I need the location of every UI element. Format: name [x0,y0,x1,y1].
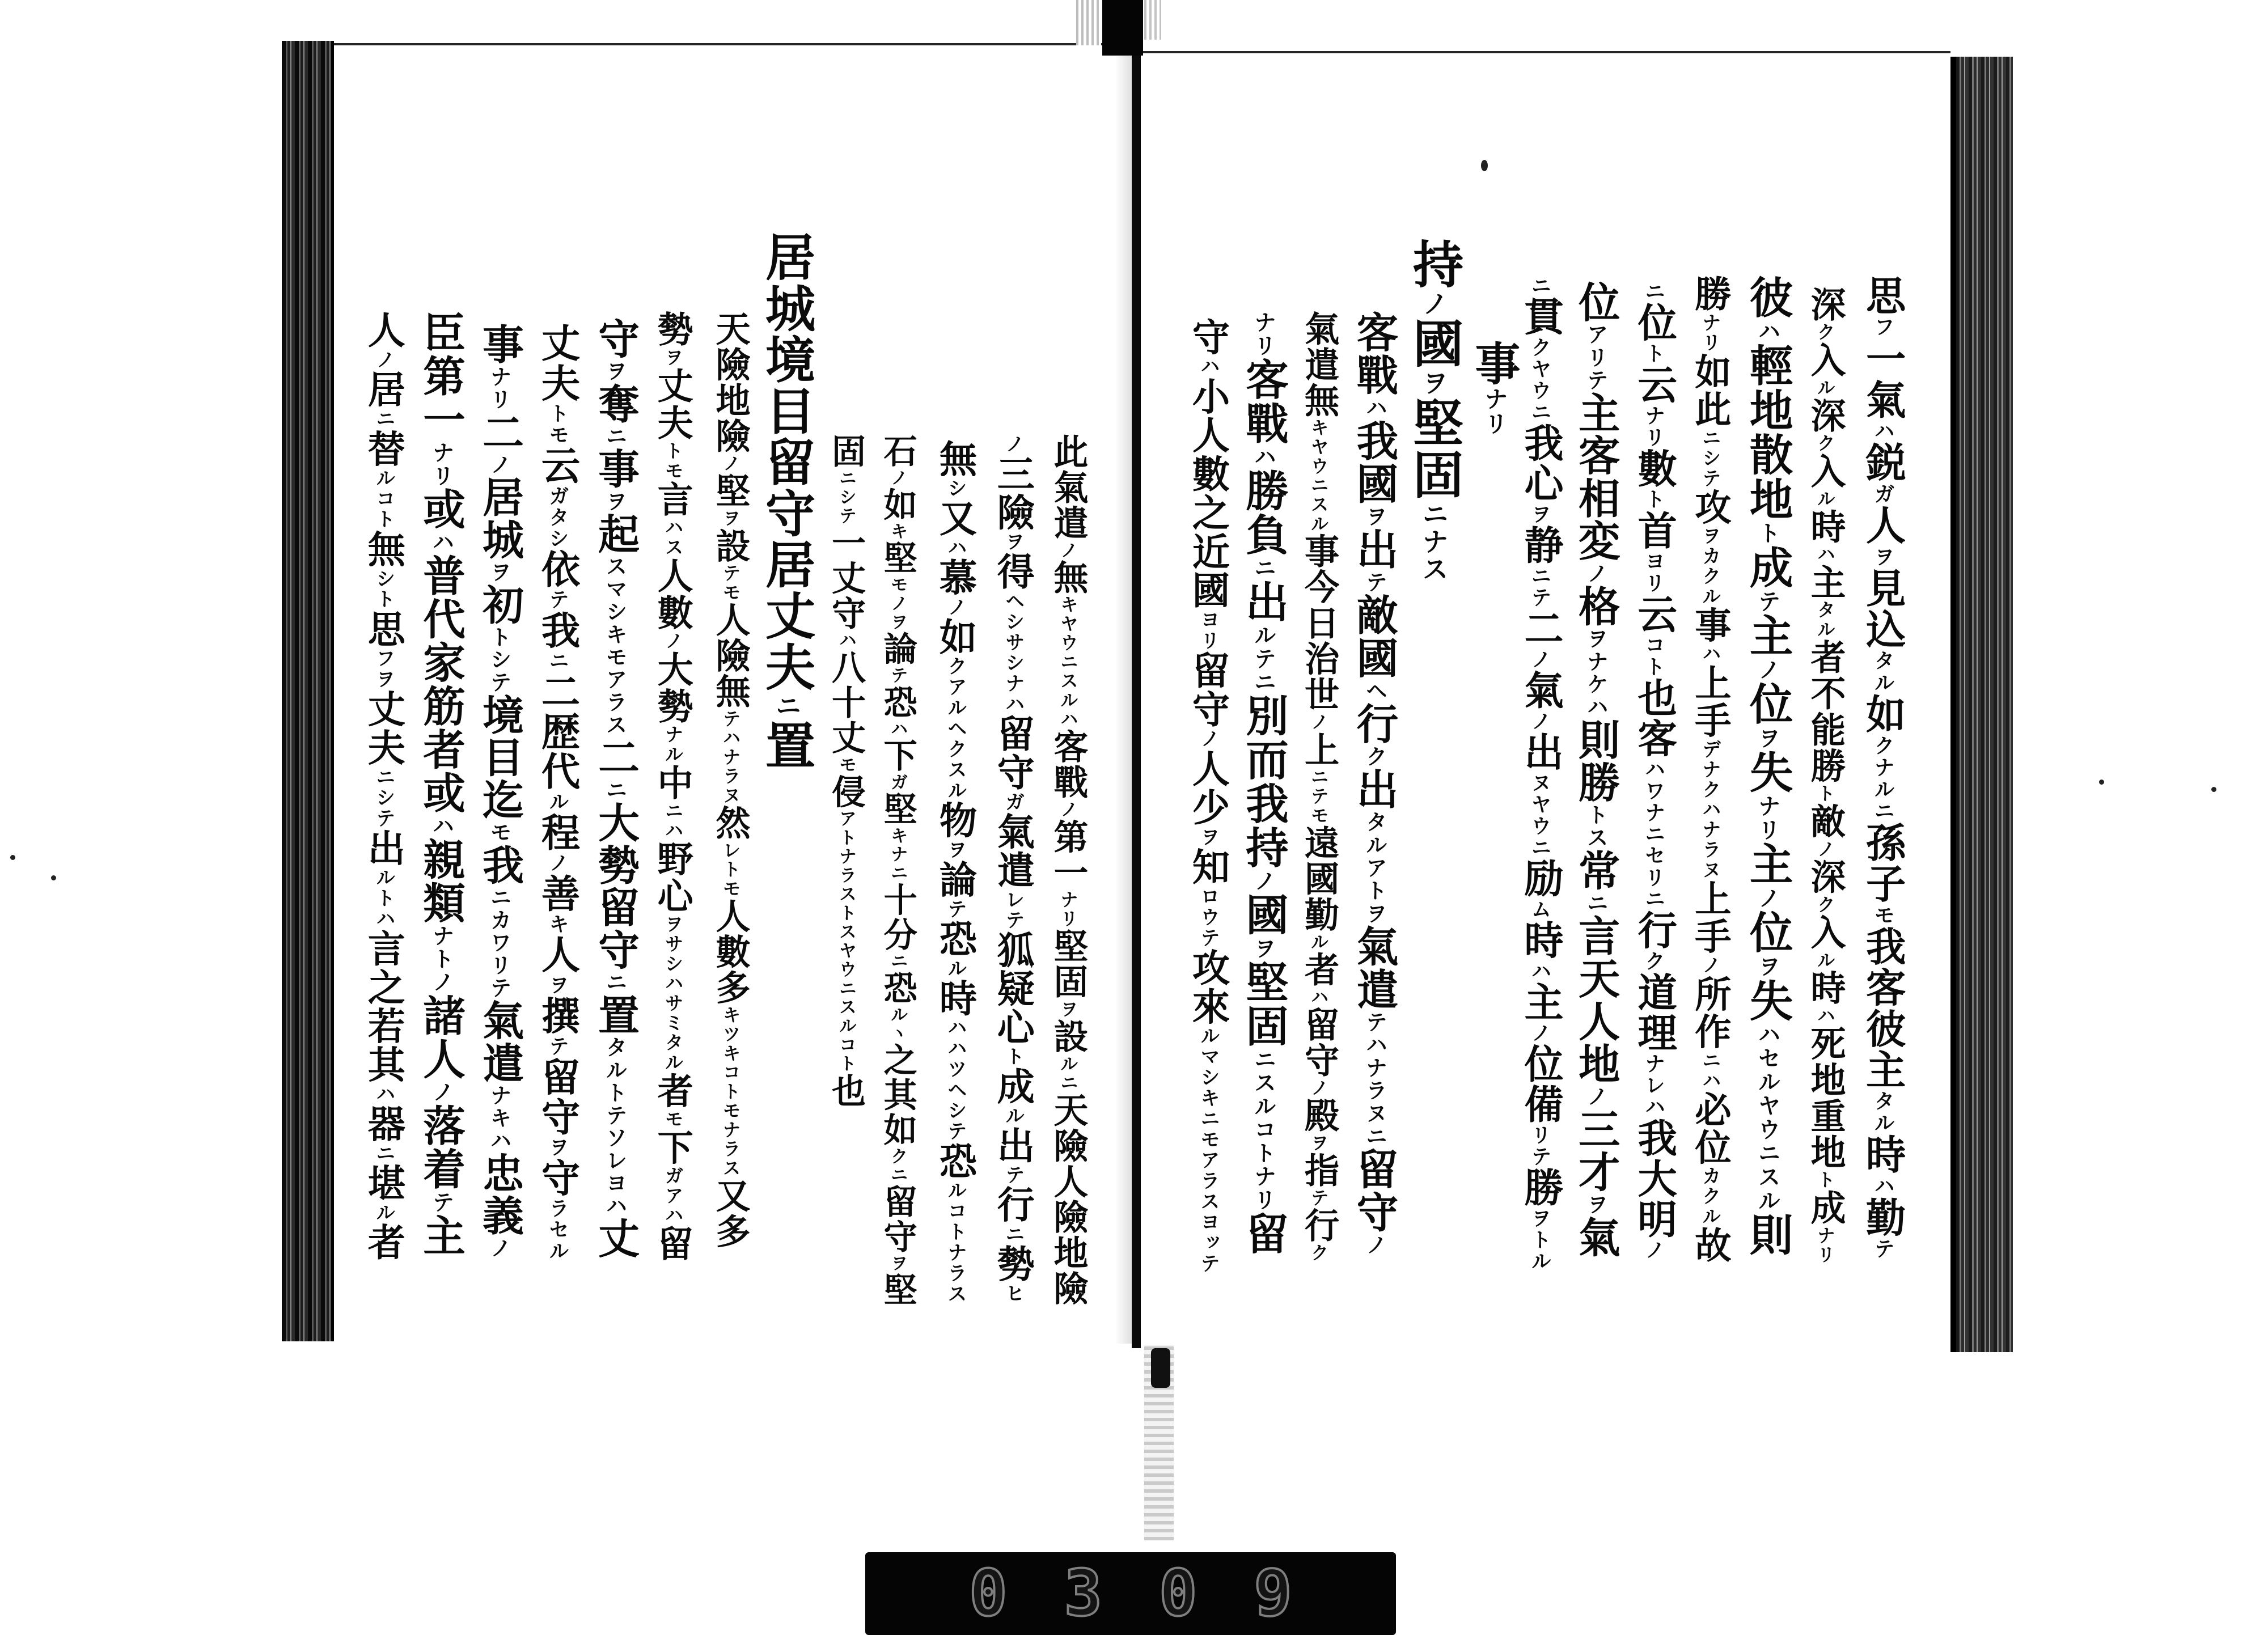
text-column: 勝ナリ如此ニシテ攻ヲカクル事ハ上手デナクハナラヌ上手ノ所作ニハ必位カクル故 [1689,275,1732,1264]
section-heading: 持ノ國ヲ堅固ニナス [1404,238,1464,583]
text-column: ニ位ト云ナリ數ト首ヨリ云コト也客ハワナニセリニ行ク道理ナレハ我大明ノ [1631,281,1677,1261]
text-column: ニ貫クヤウニ我心ヲ静ニテ二ノ氣ノ出ヌヤウニ励ム時ハ主ノ位備リテ勝ヲトル [1517,275,1563,1272]
left-page-edge-stack [282,41,334,1341]
text-column: ノ三險ヲ得ヘシサシナハ留守ガ氣遣レテ狐疑心ト成ル出テ行ニ勢ヒ [991,434,1035,1304]
text-column: 彼ハ輕地散地ト成テ主ノ位ヲ失ナリ主ノ位ヲ失ハセルヤウニスル則 [1742,275,1793,1257]
ink-speck [2211,787,2216,792]
text-column: 此氣遣ノ無キヤウニスルハ客戰ノ第一ナリ堅固ヲ設ルニ天險人險地險 [1048,434,1089,1306]
text-column: 勢ヲ丈夫トモ言ハス人數ノ大勢ナル中ニハ野心ヲサシハサミタル者モ下ガアハ留 [651,311,694,1263]
text-column: 位アリテ主客相変ノ格ヲナケハ則勝トス常ニ言天人地ノ三才ヲ氣 [1571,281,1620,1259]
ink-speck [1481,160,1488,171]
binding-bottom-mark [1151,1348,1170,1388]
ink-speck [2099,780,2104,785]
text-column: 無シ又ハ慕ノ如クアルヘクスル物ヲ論テ恐ル時ハハツヘシテ恐ルコトナラス [933,439,978,1304]
ink-speck [51,875,56,880]
text-column: 事ナリ二ノ居城ヲ初トシテ境目迄モ我ニカワリテ氣遣ナキハ忠義ノ [475,323,524,1260]
gutter-shadow [1115,51,1132,1344]
text-column: 固ニシテ一丈守ハ八十丈モ侵アトナラストスヤウニスルコト也 [826,434,866,1109]
ink-speck [10,855,15,860]
text-column: 守ヲ奪ニ事ヲ起スマシキモアラス二ニ大勢留守ニ置タルトテソレヨハ丈 [591,317,640,1260]
section-heading: 居城境目留守居丈夫ニ置 [757,231,816,771]
text-column: 氣遣無キヤウニスル事今日治世ノ上ニテモ遠國勤ル者ハ留守ノ殿ヲ指テ行ク [1298,311,1339,1263]
text-column: ナリ客戰ハ勝負ニ出ルテニ別而我持ノ國ヲ堅固ニスルコトナリ留 [1238,311,1289,1256]
text-column: 思フ一氣ハ鋭ガ人ヲ見込タル如クナルニ孫子モ我客彼主タル時ハ勤テ [1859,275,1907,1260]
text-column: 臣第一ナリ或ハ普代家筋者或ハ親類ナトノ諸人ノ落着テ主 [416,311,467,1257]
right-page-edge-stack [1950,57,2013,1352]
text-column: 深ク入ル深ク入ル時ハ主タル者不能勝ト敵ノ深ク入ル時ハ死地重地ト成ナリ [1805,286,1847,1265]
binding-clip [1102,0,1143,56]
text-column: 客戰ハ我國ヲ出テ敵國ヘ行ク出タルアトヲ氣遣テハナラヌニ留守ノ [1349,311,1399,1256]
text-column: 守ハ小人數之近國ヨリ留守ノ人少ヲ知ロウテ攻來ルマシキニモアラスヨッテ [1186,317,1230,1274]
binding-edge-left [1076,0,1101,45]
binding-edge-right [1144,0,1161,40]
text-column: 石ノ如キ堅モノヲ論テ恐ハ下ガ堅キナニ十分ニ恐ルヽ之其如クニ留守ヲ堅 [877,434,917,1307]
frame-number: 0309 [969,1557,1349,1630]
book-gutter [1132,49,1141,1348]
text-column: 丈夫トモ云ガタシ依テ我ニ二歴代ル程ノ善キ人ヲ撰テ留守ヲ守ラセル [534,323,580,1262]
text-column: 天險地險ノ堅ヲ設テモ人險無テハナラヌ然レトモ人數多キツキコトモナラス又多 [710,311,751,1249]
text-column: 事ナリ [1467,340,1521,437]
frame-number-label [865,1552,1396,1635]
text-column: 人ノ居ニ替ルコト無シト思フヲ丈夫ニシテ出ルトハ言之若其ハ器ニ堪ル者 [361,311,406,1262]
